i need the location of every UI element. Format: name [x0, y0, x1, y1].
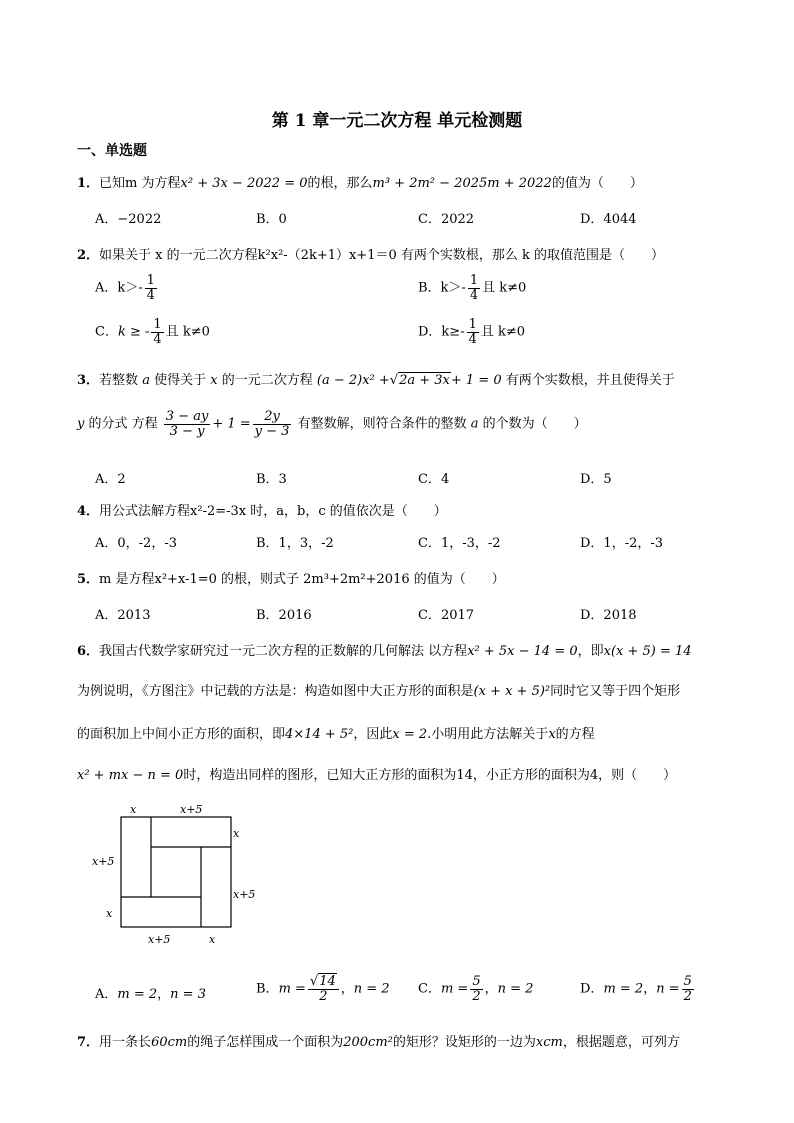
label-left-x5: x+5 — [92, 855, 115, 868]
q1-option-b[interactable]: B．0 — [256, 212, 287, 227]
q4-option-c[interactable]: C．1，-3，-2 — [418, 536, 501, 551]
q2-option-a[interactable]: A．k＞- $\frac{1}{4}$ — [95, 273, 155, 303]
q4-option-d[interactable]: D．1，-2，-3 — [580, 536, 664, 551]
label-bottom-x: x — [209, 933, 216, 946]
label-left-x: x — [106, 907, 113, 920]
q3-option-d[interactable]: D．5 — [580, 472, 612, 487]
question-2: 2．如果关于 x 的一元二次方程k²x²-（2k+1）x+1＝0 有两个实数根，那么 k 的取值范围是（ ） — [77, 248, 665, 263]
q3-option-b[interactable]: B．3 — [256, 472, 287, 487]
label-right-x5: x+5 — [233, 888, 256, 901]
q3-option-c[interactable]: C．4 — [418, 472, 450, 487]
q2-option-d[interactable]: D．k≥- $\frac{1}{4}$ 且 k≠0 — [418, 317, 526, 347]
q1-option-c[interactable]: C．2022 — [418, 212, 475, 227]
question-6-line-2: 为例说明，《方图注》中记载的方法是：构造如图中大正方形的面积是(x + x + 5)²同时它又等于四个矩形 — [77, 684, 681, 699]
question-6-line-4: x² + mx − n = 0时，构造出同样的图形，已知大正方形的面积为14，小正方形的面积为4，则（ ） — [77, 768, 677, 783]
fraction: $\frac{5}{2}$ — [683, 974, 692, 1004]
q4-option-a[interactable]: A．0，-2，-3 — [95, 536, 177, 551]
q6-option-d[interactable]: D．m = 2，n = $\frac{5}{2}$ — [580, 974, 692, 1004]
question-4: 4．用公式法解方程x²-2=-3x 时，a，b，c 的值依次是（ ） — [77, 504, 447, 519]
fraction: $\frac{3 - ay}{3 - y}$ — [165, 409, 209, 439]
q5-option-a[interactable]: A．2013 — [95, 608, 151, 623]
q1-option-a[interactable]: A．−2022 — [95, 212, 162, 227]
question-6-line-3: 的面积加上中间小正方形的面积，即4×14 + 5²，因此x = 2.小明用此方法解关于x的方程 — [77, 727, 595, 742]
q5-option-c[interactable]: C．2017 — [418, 608, 475, 623]
q2-option-c[interactable]: C．k ≥ - $\frac{1}{4}$ 且 k≠0 — [95, 317, 210, 347]
fraction: $\frac{2y}{y - 3}$ — [254, 409, 290, 439]
q5-option-d[interactable]: D．2018 — [580, 608, 637, 623]
fraction: $\frac{1}{4}$ — [153, 317, 162, 347]
fraction: $\frac{1}{4}$ — [469, 273, 479, 303]
page-title: 第 1 章一元二次方程 单元检测题 — [271, 111, 523, 131]
q2-option-b[interactable]: B．k＞- $\frac{1}{4}$ 且 k≠0 — [418, 273, 527, 303]
label-top-x5: x+5 — [180, 803, 203, 816]
fraction: $\frac{1}{4}$ — [146, 273, 155, 303]
label-top-x: x — [130, 803, 137, 816]
label-right-x: x — [233, 827, 240, 840]
outer-square — [121, 817, 231, 927]
q1-option-d[interactable]: D．4044 — [580, 212, 637, 227]
fraction: $\frac{5}{2}$ — [472, 974, 481, 1004]
question-1: 1．已知m 为方程x² + 3x − 2022 = 0的根，那么m³ + 2m² − 2025m + 2022的值为（ ） — [77, 176, 643, 191]
q6-option-a[interactable]: A．m = 2，n = 3 — [95, 987, 206, 1002]
question-6-line-1: 6．我国古代数学家研究过一元二次方程的正数解的几何解法 以方程x² + 5x − 14 = 0，即x(x + 5) = 14 — [77, 644, 692, 659]
fraction: $\frac{√14}{2}$ — [308, 975, 339, 1003]
section-heading: 一、单选题 — [77, 143, 147, 159]
q3-option-a[interactable]: A．2 — [95, 472, 126, 487]
label-bottom-x5: x+5 — [148, 933, 171, 946]
q6-option-c[interactable]: C．m = $\frac{5}{2}$ ，n = 2 — [418, 974, 534, 1004]
square-diagram — [88, 800, 268, 950]
question-7: 7．用一条长60cm的绳子怎样围成一个面积为200cm²的矩形？设矩形的一边为xcm，根据题意，可列方 — [77, 1035, 680, 1050]
q4-option-b[interactable]: B．1，3，-2 — [256, 536, 334, 551]
fraction: $\frac{1}{4}$ — [468, 317, 477, 347]
q5-option-b[interactable]: B．2016 — [256, 608, 312, 623]
q6-option-b[interactable]: B．m = $\frac{√14}{2}$ ，n = 2 — [256, 974, 390, 1004]
question-3-line-2: y 的分式 方程 $\frac{3 - ay}{3 - y}$ + 1 = $\frac{2y}{y - 3}$ 有整数解，则符合条件的整数 a 的个数为（ ） — [77, 409, 587, 439]
question-5: 5．m 是方程x²+x-1=0 的根，则式子 2m³+2m²+2016 的值为（ ） — [77, 572, 505, 587]
question-3-line-1: 3．若整数 a 使得关于 x 的一元二次方程 (a − 2)x² +√2a + 3x+ 1 = 0 有两个实数根，并且使得关于 — [77, 373, 675, 388]
